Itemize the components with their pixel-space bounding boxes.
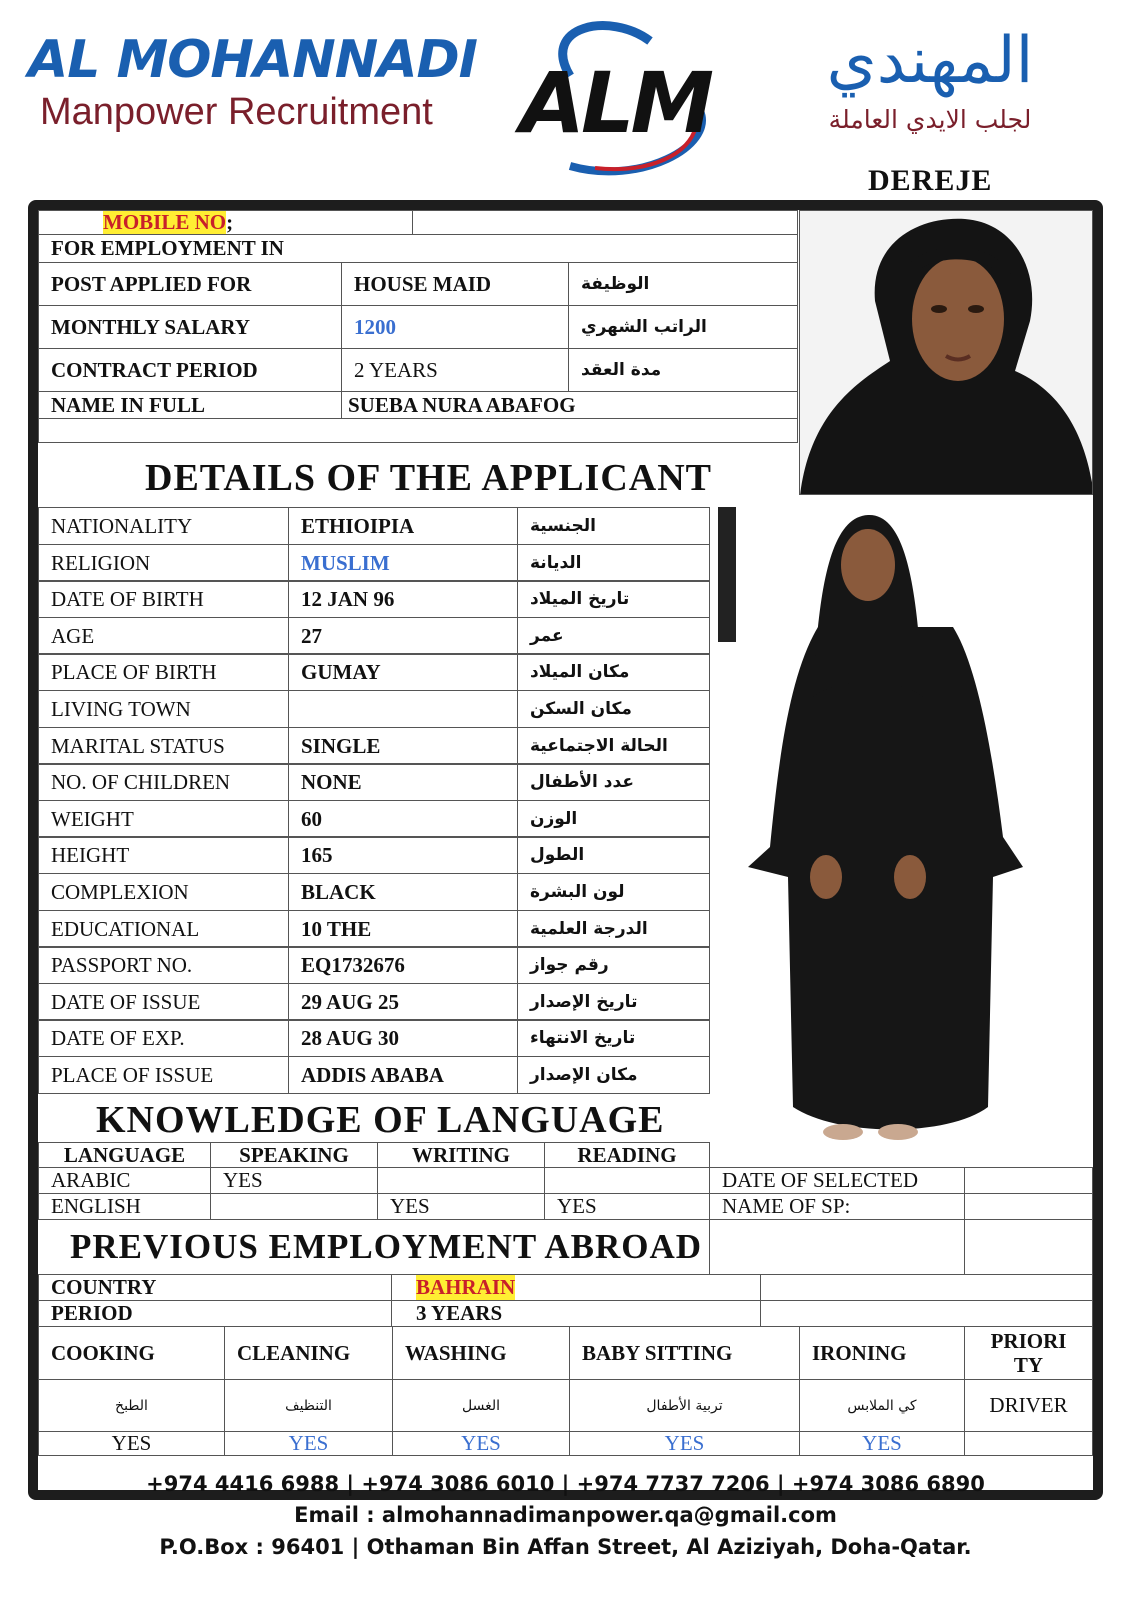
detail-value bbox=[288, 690, 518, 728]
mobile-row bbox=[38, 210, 413, 235]
detail-value: ADDIS ABABA bbox=[288, 1056, 518, 1094]
skill-header-baby-sitting: BABY SITTING bbox=[569, 1326, 800, 1380]
lang-arabic-writing bbox=[377, 1167, 545, 1194]
detail-value: 165 bbox=[288, 836, 518, 874]
detail-label-ar: تاريخ الإصدار bbox=[517, 983, 710, 1021]
brand-name-arabic: المهندي bbox=[826, 24, 1034, 98]
skill-header-cleaning: CLEANING bbox=[224, 1326, 393, 1380]
skill-header-washing: WASHING bbox=[392, 1326, 570, 1380]
detail-label: WEIGHT bbox=[38, 800, 289, 838]
lang-arabic-speaking: YES bbox=[210, 1167, 378, 1194]
detail-value: BLACK bbox=[288, 873, 518, 911]
detail-value: 10 THE bbox=[288, 910, 518, 948]
detail-value: EQ1732676 bbox=[288, 946, 518, 984]
detail-value: 12 JAN 96 bbox=[288, 580, 518, 618]
detail-value: GUMAY bbox=[288, 653, 518, 691]
skill-value-baby-sitting: YES bbox=[569, 1431, 800, 1456]
skill-header-ironing: IRONING bbox=[799, 1326, 965, 1380]
detail-label: PLACE OF ISSUE bbox=[38, 1056, 289, 1094]
detail-label-ar: مكان السكن bbox=[517, 690, 710, 728]
skill-header-ar-baby-sitting: تربية الأطفال bbox=[569, 1379, 800, 1432]
priority-value: DRIVER bbox=[964, 1379, 1093, 1432]
lang-arabic-name: ARABIC bbox=[38, 1167, 211, 1194]
detail-value: 28 AUG 30 bbox=[288, 1019, 518, 1057]
detail-label-ar: الدرجة العلمية bbox=[517, 910, 710, 948]
lang-english-writing: YES bbox=[377, 1193, 545, 1220]
detail-value: ETHIOIPIA bbox=[288, 507, 518, 545]
detail-label: DATE OF EXP. bbox=[38, 1019, 289, 1057]
logo-text: ALM bbox=[519, 54, 711, 152]
salary-label-ar: الراتب الشهري bbox=[568, 305, 798, 349]
detail-label: HEIGHT bbox=[38, 836, 289, 874]
date-selected-label: DATE OF SELECTED bbox=[709, 1167, 965, 1194]
detail-value: 29 AUG 25 bbox=[288, 983, 518, 1021]
detail-label-ar: مكان الميلاد bbox=[517, 653, 710, 691]
skill-header-ar-washing: الغسل bbox=[392, 1379, 570, 1432]
footer-phones: +974 4416 6988 | +974 3086 6010 | +974 7737 7206 | +974 3086 6890 bbox=[146, 1472, 985, 1496]
employment-label: FOR EMPLOYMENT IN bbox=[38, 234, 798, 263]
contract-value: 2 YEARS bbox=[341, 348, 569, 392]
detail-label: MARITAL STATUS bbox=[38, 727, 289, 765]
mobile-value-cell bbox=[412, 210, 798, 235]
country-value: BAHRAIN bbox=[416, 1275, 516, 1299]
priority-label bbox=[964, 1326, 1093, 1380]
detail-label: NO. OF CHILDREN bbox=[38, 763, 289, 801]
country-extra-cell bbox=[760, 1274, 1093, 1301]
post-label: POST APPLIED FOR bbox=[38, 262, 342, 306]
detail-label-ar: الحالة الاجتماعية bbox=[517, 727, 710, 765]
lang-english-reading: YES bbox=[544, 1193, 710, 1220]
detail-label: DATE OF BIRTH bbox=[38, 580, 289, 618]
full-length-image bbox=[718, 507, 1093, 1147]
skill-header-cooking: COOKING bbox=[38, 1326, 225, 1380]
sponsor-value bbox=[964, 1193, 1093, 1220]
period-value: 3 YEARS bbox=[391, 1300, 761, 1327]
detail-label: COMPLEXION bbox=[38, 873, 289, 911]
detail-label: AGE bbox=[38, 617, 289, 655]
skill-value-cleaning: YES bbox=[224, 1431, 393, 1456]
detail-label: DATE OF ISSUE bbox=[38, 983, 289, 1021]
detail-label: PASSPORT NO. bbox=[38, 946, 289, 984]
detail-label-ar: لون البشرة bbox=[517, 873, 710, 911]
detail-label-ar: عدد الأطفال bbox=[517, 763, 710, 801]
detail-value: 60 bbox=[288, 800, 518, 838]
skill-value-ironing: YES bbox=[799, 1431, 965, 1456]
application-form bbox=[28, 200, 1103, 1500]
priority-label-line-2: TY bbox=[1013, 1353, 1044, 1377]
brand-block bbox=[28, 30, 498, 134]
alm-logo bbox=[500, 16, 730, 176]
detail-label-ar: الديانة bbox=[517, 544, 710, 582]
footer-email: Email : almohannadimanpower.qa@gmail.com bbox=[294, 1503, 837, 1527]
priority-label-line-1: PRIORI bbox=[990, 1329, 1067, 1353]
skill-value-washing: YES bbox=[392, 1431, 570, 1456]
lang-header-speaking: SPEAKING bbox=[210, 1142, 378, 1168]
detail-label: EDUCATIONAL bbox=[38, 910, 289, 948]
brand-subtitle-arabic: لجلب الايدي العاملة bbox=[828, 105, 1032, 134]
detail-label: PLACE OF BIRTH bbox=[38, 653, 289, 691]
detail-value: SINGLE bbox=[288, 727, 518, 765]
lang-header-language: LANGUAGE bbox=[38, 1142, 211, 1168]
lang-header-writing: WRITING bbox=[377, 1142, 545, 1168]
detail-label-ar: تاريخ الميلاد bbox=[517, 580, 710, 618]
period-extra-cell bbox=[760, 1300, 1093, 1327]
country-value-cell bbox=[391, 1274, 761, 1301]
agent-name: DEREJE bbox=[868, 164, 993, 197]
brand-subtitle: Manpower Recruitment bbox=[40, 91, 433, 133]
previous-side-cell bbox=[709, 1219, 965, 1275]
detail-label: NATIONALITY bbox=[38, 507, 289, 545]
contract-label: CONTRACT PERIOD bbox=[38, 348, 342, 392]
skill-header-ar-ironing: كي الملابس bbox=[799, 1379, 965, 1432]
skill-value-cooking: YES bbox=[38, 1431, 225, 1456]
details-title: DETAILS OF THE APPLICANT bbox=[145, 457, 713, 499]
salary-label: MONTHLY SALARY bbox=[38, 305, 342, 349]
brand-name: AL MOHANNADI bbox=[28, 30, 477, 90]
mobile-suffix: ; bbox=[226, 210, 234, 234]
detail-label-ar: مكان الإصدار bbox=[517, 1056, 710, 1094]
lang-arabic-reading bbox=[544, 1167, 710, 1194]
lang-header-reading: READING bbox=[544, 1142, 710, 1168]
date-selected-value bbox=[964, 1167, 1093, 1194]
brand-arabic-block bbox=[745, 18, 1115, 136]
full-name-label: NAME IN FULL bbox=[38, 391, 342, 419]
detail-label-ar: تاريخ الانتهاء bbox=[517, 1019, 710, 1057]
detail-label: RELIGION bbox=[38, 544, 289, 582]
mobile-label: MOBILE NO bbox=[103, 210, 227, 234]
skill-header-ar-cleaning: التنظيف bbox=[224, 1379, 393, 1432]
detail-label-ar: الطول bbox=[517, 836, 710, 874]
detail-label-ar: عمر bbox=[517, 617, 710, 655]
post-value: HOUSE MAID bbox=[341, 262, 569, 306]
previous-title: PREVIOUS EMPLOYMENT ABROAD bbox=[70, 1227, 703, 1266]
post-label-ar: الوظيفة bbox=[568, 262, 798, 306]
sponsor-label: NAME OF SP: bbox=[709, 1193, 965, 1220]
priority-empty bbox=[964, 1431, 1093, 1456]
lang-english-name: ENGLISH bbox=[38, 1193, 211, 1220]
language-title: KNOWLEDGE OF LANGUAGE bbox=[96, 1099, 665, 1141]
detail-value: 27 bbox=[288, 617, 518, 655]
detail-label-ar: الجنسية bbox=[517, 507, 710, 545]
footer-address: P.O.Box : 96401 | Othaman Bin Affan Street, Al Aziziyah, Doha-Qatar. bbox=[159, 1535, 972, 1559]
full-name-value: SUEBA NURA ABAFOG bbox=[341, 391, 798, 419]
detail-label-ar: الوزن bbox=[517, 800, 710, 838]
detail-label: LIVING TOWN bbox=[38, 690, 289, 728]
lang-english-speaking bbox=[210, 1193, 378, 1220]
period-label: PERIOD bbox=[38, 1300, 392, 1327]
detail-value: NONE bbox=[288, 763, 518, 801]
previous-side-cell-2 bbox=[964, 1219, 1093, 1275]
portrait-image bbox=[800, 211, 1093, 495]
contract-label-ar: مدة العقد bbox=[568, 348, 798, 392]
spacer-row bbox=[38, 418, 798, 443]
skill-header-ar-cooking: الطبخ bbox=[38, 1379, 225, 1432]
detail-value: MUSLIM bbox=[288, 544, 518, 582]
country-label: COUNTRY bbox=[38, 1274, 392, 1301]
detail-label-ar: رقم جواز bbox=[517, 946, 710, 984]
salary-value: 1200 bbox=[341, 305, 569, 349]
portrait-photo bbox=[799, 210, 1093, 495]
full-length-photo bbox=[718, 507, 1093, 1147]
